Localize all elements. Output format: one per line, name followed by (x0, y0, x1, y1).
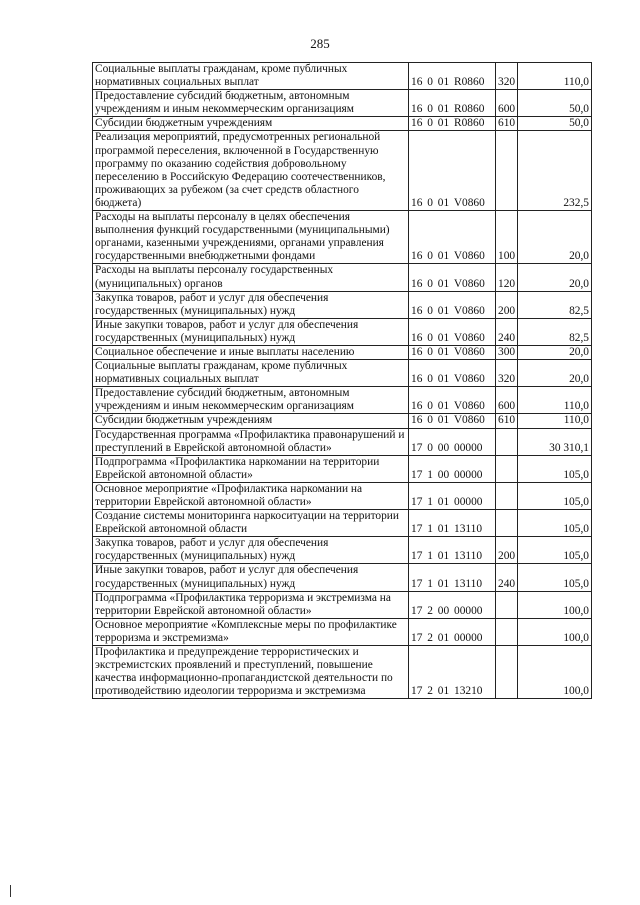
row-sum: 20,0 (518, 264, 592, 291)
row-expense-type: 200 (496, 537, 518, 564)
row-expense-type: 200 (496, 291, 518, 318)
row-sum: 30 310,1 (518, 428, 592, 455)
row-expense-type (496, 455, 518, 482)
row-name: Подпрограмма «Профилактика терроризма и экстремизма на территории Еврейской автономной области» (93, 591, 409, 618)
row-name: Иные закупки товаров, работ и услуг для обеспечения государственных (муниципальных) нужд (93, 564, 409, 591)
row-sum: 20,0 (518, 345, 592, 359)
table-row (93, 591, 592, 618)
row-name: Основное мероприятие «Профилактика наркомании на территории Еврейской автономной области» (93, 482, 409, 509)
row-code: 16 0 01 V0860 (409, 131, 496, 211)
row-name: Закупка товаров, работ и услуг для обеспечения государственных (муниципальных) нужд (93, 537, 409, 564)
row-code: 16 0 01 R0860 (409, 117, 496, 131)
row-code: 16 0 01 R0860 (409, 63, 496, 90)
row-code: 16 0 01 V0860 (409, 360, 496, 387)
row-expense-type: 120 (496, 264, 518, 291)
row-name: Субсидии бюджетным учреждениям (93, 117, 409, 131)
row-name: Подпрограмма «Профилактика наркомании на территории Еврейской автономной области» (93, 455, 409, 482)
row-sum: 105,0 (518, 564, 592, 591)
table-row (93, 90, 592, 117)
row-expense-type (496, 591, 518, 618)
row-name: Предоставление субсидий бюджетным, автономным учреждениям и иным некоммерческим организациям (93, 90, 409, 117)
table-row (93, 646, 592, 699)
table-row (93, 264, 592, 291)
row-code: 17 2 01 00000 (409, 618, 496, 645)
table-row (93, 510, 592, 537)
table-row (93, 345, 592, 359)
budget-table-body (93, 63, 592, 699)
row-sum: 110,0 (518, 414, 592, 428)
row-sum: 50,0 (518, 117, 592, 131)
row-code: 16 0 01 V0860 (409, 345, 496, 359)
margin-mark (10, 885, 11, 897)
row-name: Закупка товаров, работ и услуг для обеспечения государственных (муниципальных) нужд (93, 291, 409, 318)
table-row (93, 387, 592, 414)
row-code: 17 0 00 00000 (409, 428, 496, 455)
row-sum: 232,5 (518, 131, 592, 211)
row-code: 16 0 01 V0860 (409, 387, 496, 414)
table-row (93, 455, 592, 482)
row-code: 17 1 00 00000 (409, 455, 496, 482)
table-row (93, 211, 592, 264)
row-code: 17 1 01 00000 (409, 482, 496, 509)
row-name: Основное мероприятие «Комплексные меры по профилактике терроризма и экстремизма» (93, 618, 409, 645)
table-row (93, 564, 592, 591)
row-sum: 82,5 (518, 291, 592, 318)
table-row (93, 291, 592, 318)
row-expense-type (496, 428, 518, 455)
row-sum: 110,0 (518, 63, 592, 90)
row-name: Субсидии бюджетным учреждениям (93, 414, 409, 428)
row-sum: 100,0 (518, 646, 592, 699)
row-code: 17 1 01 13110 (409, 537, 496, 564)
row-expense-type (496, 618, 518, 645)
row-expense-type: 300 (496, 345, 518, 359)
row-expense-type: 600 (496, 387, 518, 414)
row-expense-type: 100 (496, 211, 518, 264)
row-expense-type: 320 (496, 360, 518, 387)
row-sum: 20,0 (518, 211, 592, 264)
page-number: 285 (310, 36, 330, 51)
row-name: Социальные выплаты гражданам, кроме публичных нормативных социальных выплат (93, 360, 409, 387)
row-code: 16 0 01 V0860 (409, 211, 496, 264)
row-name: Создание системы мониторинга наркоситуации на территории Еврейской автономной области (93, 510, 409, 537)
row-sum: 105,0 (518, 482, 592, 509)
row-sum: 20,0 (518, 360, 592, 387)
row-name: Предоставление субсидий бюджетным, автономным учреждениям и иным некоммерческим организациям (93, 387, 409, 414)
row-expense-type: 600 (496, 90, 518, 117)
row-code: 17 2 00 00000 (409, 591, 496, 618)
row-expense-type: 610 (496, 117, 518, 131)
row-name: Реализация мероприятий, предусмотренных региональной программой переселения, включенной в Государственную программу по оказанию содействия добровольному переселению в Российскую Федерацию соотечественников, проживающих за рубежом (за счет средств областного бюджета) (93, 131, 409, 211)
row-code: 16 0 01 V0860 (409, 318, 496, 345)
row-code: 17 1 01 13110 (409, 510, 496, 537)
table-row (93, 428, 592, 455)
row-name: Иные закупки товаров, работ и услуг для обеспечения государственных (муниципальных) нужд (93, 318, 409, 345)
row-code: 17 1 01 13110 (409, 564, 496, 591)
row-sum: 100,0 (518, 618, 592, 645)
row-expense-type (496, 482, 518, 509)
table-row (93, 482, 592, 509)
row-expense-type: 320 (496, 63, 518, 90)
row-sum: 105,0 (518, 455, 592, 482)
row-code: 16 0 01 V0860 (409, 291, 496, 318)
row-expense-type (496, 131, 518, 211)
table-row (93, 117, 592, 131)
table-row (93, 618, 592, 645)
row-name: Профилактика и предупреждение террористических и экстремистских проявлений и преступлений, повышение качества информационно-пропагандистской деятельности по противодействию идеологии терроризма и экстремизма (93, 646, 409, 699)
budget-table (92, 62, 592, 699)
row-sum: 82,5 (518, 318, 592, 345)
row-sum: 105,0 (518, 537, 592, 564)
row-expense-type: 610 (496, 414, 518, 428)
table-row (93, 414, 592, 428)
row-sum: 110,0 (518, 387, 592, 414)
row-sum: 100,0 (518, 591, 592, 618)
row-name: Расходы на выплаты персоналу в целях обеспечения выполнения функций государственными (муниципальными) органами, казенными учреждениями, органами управления государственными внебюджетными фондами (93, 211, 409, 264)
row-code: 17 2 01 13210 (409, 646, 496, 699)
table-row (93, 360, 592, 387)
row-expense-type: 240 (496, 318, 518, 345)
row-sum: 50,0 (518, 90, 592, 117)
row-code: 16 0 01 R0860 (409, 90, 496, 117)
row-name: Социальные выплаты гражданам, кроме публичных нормативных социальных выплат (93, 63, 409, 90)
table-row (93, 537, 592, 564)
row-code: 16 0 01 V0860 (409, 264, 496, 291)
table-row (93, 131, 592, 211)
row-expense-type (496, 510, 518, 537)
row-sum: 105,0 (518, 510, 592, 537)
row-expense-type: 240 (496, 564, 518, 591)
row-expense-type (496, 646, 518, 699)
row-name: Расходы на выплаты персоналу государственных (муниципальных) органов (93, 264, 409, 291)
row-name: Социальное обеспечение и иные выплаты населению (93, 345, 409, 359)
table-row (93, 63, 592, 90)
row-name: Государственная программа «Профилактика правонарушений и преступлений в Еврейской автономной области» (93, 428, 409, 455)
row-code: 16 0 01 V0860 (409, 414, 496, 428)
table-row (93, 318, 592, 345)
